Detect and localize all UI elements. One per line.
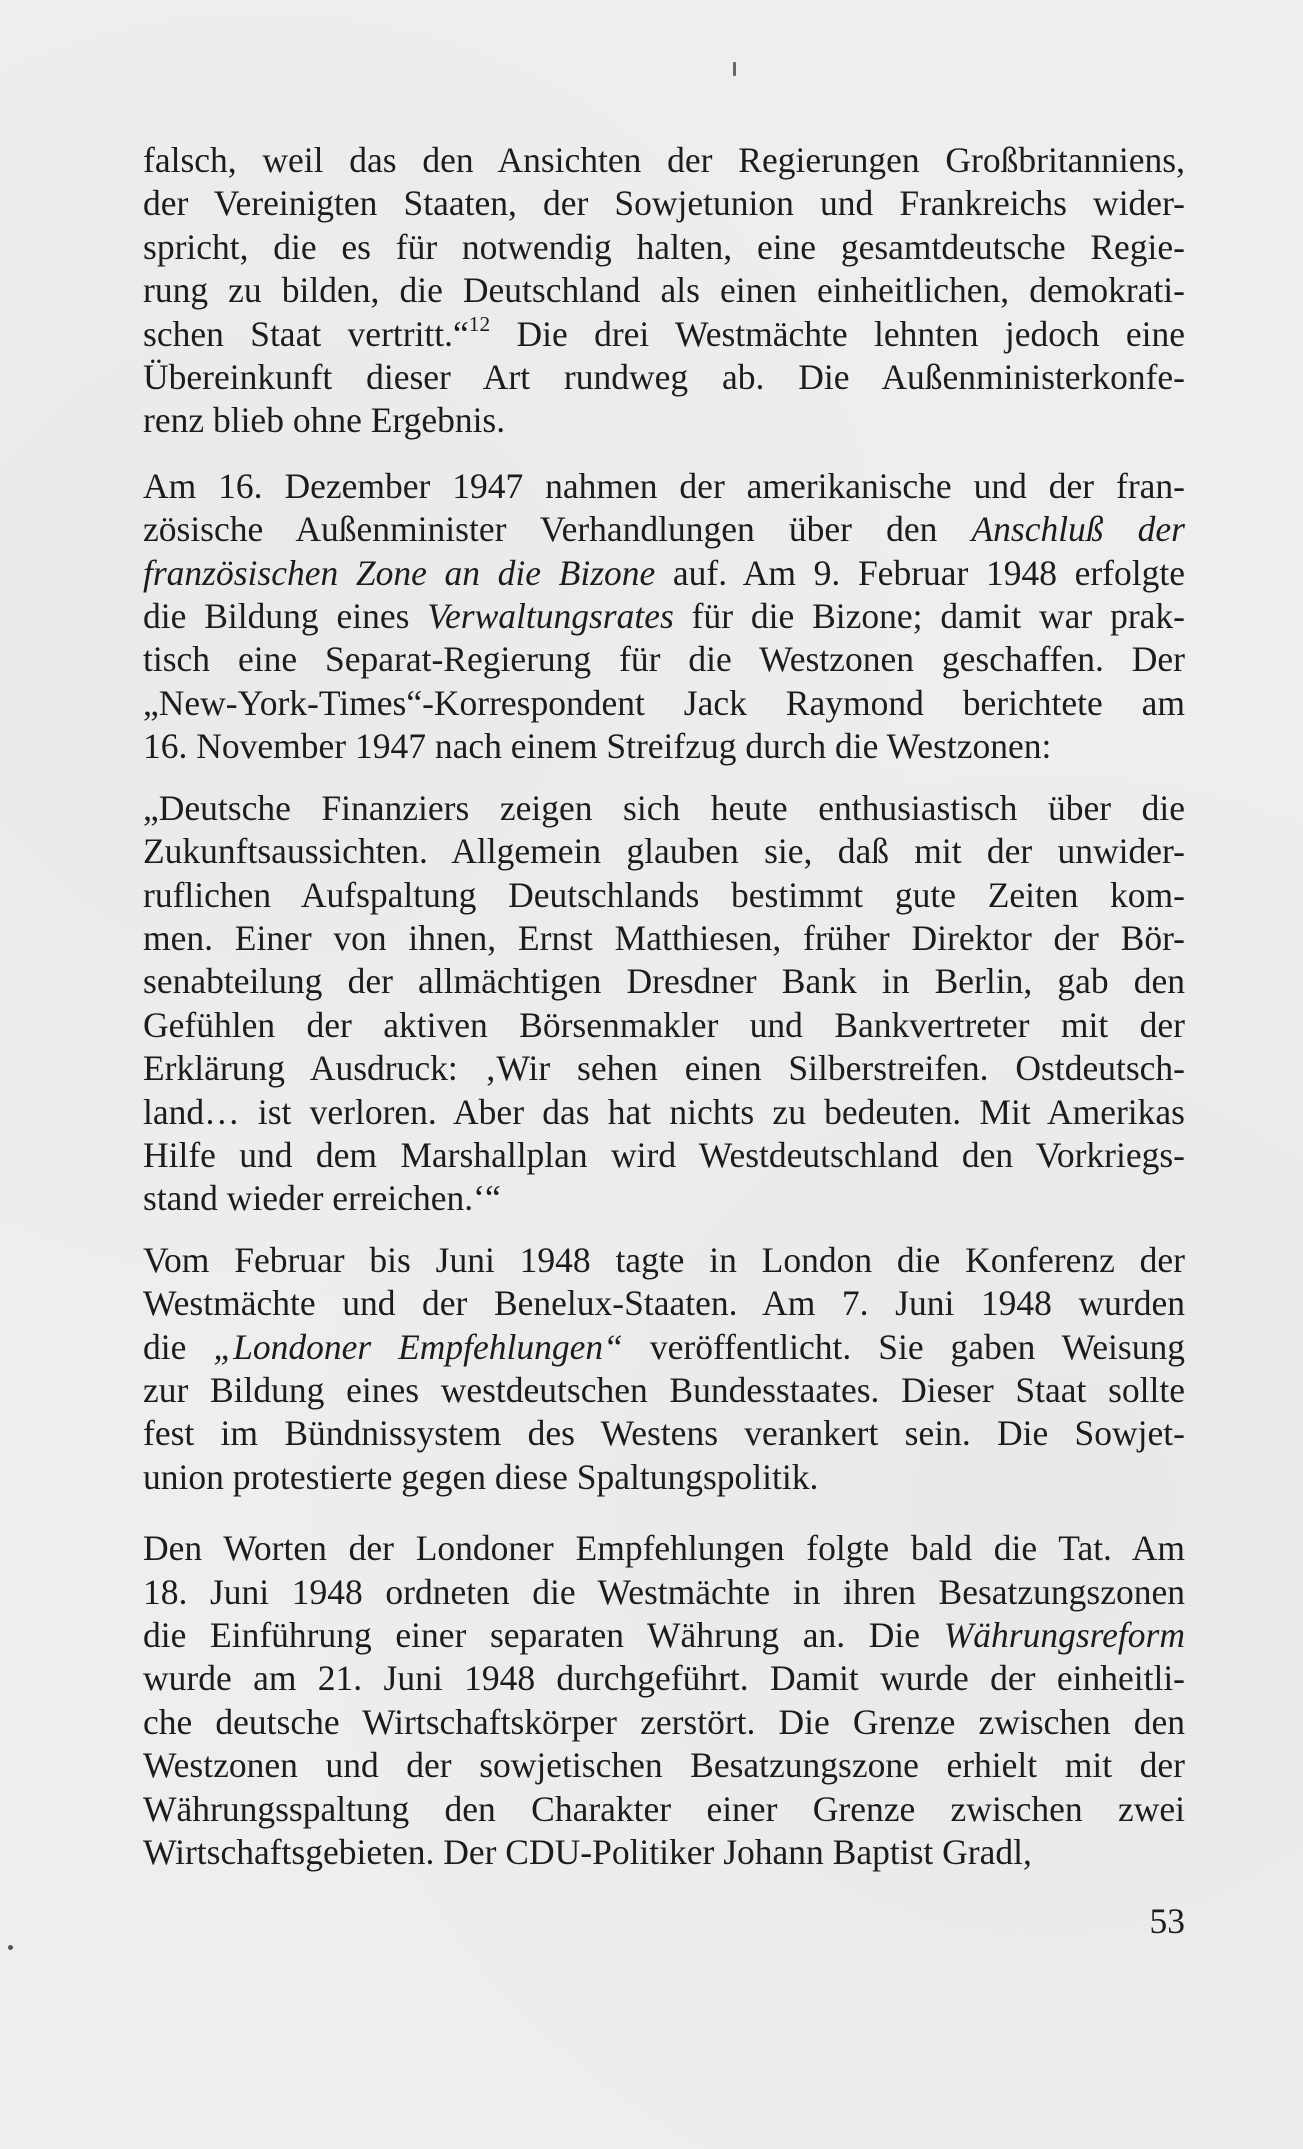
text-line [143,1456,1185,1499]
text-run: falsch, weil das den Ansichten der Regierungen Großbritanniens, [143,140,1185,180]
text-run: Vom Februar bis Juni 1948 tagte in London die Konferenz der [143,1239,1185,1280]
text-run: Übereinkunft dieser Art rundweg ab. Die Außenministerkonfe- [143,357,1185,398]
text-line [143,226,1185,269]
text-line [143,508,1185,551]
text-run: spricht, die es für notwendig halten, eine gesamtdeutsche Regie- [143,226,1185,267]
text-run: stand wieder erreichen.‘“ [143,1178,501,1219]
text-run: ruflichen Aufspaltung Deutschlands bestimmt gute Zeiten kom- [143,874,1185,915]
text-line [143,356,1185,399]
text-run: men. Einer von ihnen, Ernst Matthiesen, früher Direktor der Bör- [143,917,1185,958]
text-run: Am 16. Dezember 1947 nahmen der amerikanische und der fran- [143,465,1185,506]
text-run: auf. Am 9. Februar 1948 erfolgte [655,552,1185,593]
text-run: die [143,1326,214,1367]
italic-text: Verwaltungsrates [427,596,674,637]
text-run: der Vereinigten Staaten, der Sowjetunion und Frankreichs wider- [143,183,1185,224]
text-run: senabteilung der allmächtigen Dresdner Bank in Berlin, gab den [143,961,1185,1002]
paragraph [143,787,1185,1221]
italic-text: Anschluß der [971,509,1185,550]
text-line [143,1831,1185,1874]
text-run: rung zu bilden, die Deutschland als einen einheitlichen, demokrati- [143,270,1185,311]
italic-text: französischen Zone an die Bizone [143,552,656,593]
text-line [143,1004,1185,1047]
text-run: für die Bizone; damit war prak- [673,596,1185,637]
text-line [143,638,1185,681]
text-line [143,1788,1185,1831]
text-run: veröffentlicht. Sie gaben Weisung [622,1326,1185,1367]
text-line [143,1177,1185,1220]
text-line [143,465,1185,508]
text-run: land… ist verloren. Aber das hat nichts zu bedeuten. Mit Amerikas [143,1091,1185,1132]
text-run: Gefühlen der aktiven Börsenmakler und Bankvertreter mit der [143,1004,1185,1045]
text-line [143,1369,1185,1412]
italic-text: „Londoner Empfehlungen“ [213,1326,623,1367]
text-line [143,1571,1185,1614]
text-line [143,1614,1185,1657]
text-run: „New-York-Times“-Korrespondent Jack Raymond berichtete am [143,682,1185,723]
text-line [143,1134,1185,1177]
text-run: union protestierte gegen diese Spaltungspolitik. [143,1456,819,1497]
text-line [143,139,1185,182]
text-line [143,1744,1185,1787]
text-run: 18. Juni 1948 ordneten die Westmächte in ihren Besatzungszonen [143,1571,1185,1612]
text-run: Westmächte und der Benelux-Staaten. Am 7. Juni 1948 wurden [143,1283,1185,1324]
text-line [143,1047,1185,1090]
text-run: die Einführung einer separaten Währung an. Die [143,1615,944,1655]
paragraph [143,1239,1185,1499]
text-line [143,595,1185,638]
text-run: „Deutsche Finanziers zeigen sich heute enthusiastisch über die [143,787,1185,828]
text-run: zur Bildung eines westdeutschen Bundesstaates. Dieser Staat sollte [143,1369,1185,1410]
text-line [143,725,1185,768]
text-line [143,1527,1185,1570]
italic-text: Währungsreform [943,1615,1185,1655]
text-line [143,1282,1185,1325]
text-line [143,1326,1185,1369]
text-line [143,182,1185,225]
text-line [143,1239,1185,1282]
text-run: tisch eine Separat-Regierung für die Westzonen geschaffen. Der [143,639,1185,680]
text-run: Erklärung Ausdruck: ‚Wir sehen einen Silberstreifen. Ostdeutsch- [143,1048,1185,1089]
scan-speck [8,1945,13,1950]
footnote-marker: 12 [468,311,491,336]
text-run: wurde am 21. Juni 1948 durchgeführt. Damit wurde der einheitli- [143,1658,1185,1699]
text-line [143,830,1185,873]
text-line [143,960,1185,1003]
paragraph [143,465,1185,769]
text-line [143,682,1185,725]
text-run: Den Worten der Londoner Empfehlungen folgte bald die Tat. Am [143,1528,1185,1569]
text-line [143,787,1185,830]
text-line [143,313,1185,356]
text-line [143,1412,1185,1455]
text-line [143,917,1185,960]
text-line [143,552,1185,595]
text-line [143,399,1185,442]
text-run: renz blieb ohne Ergebnis. [143,400,506,441]
text-run: die Bildung eines [143,596,428,637]
text-run: Westzonen und der sowjetischen Besatzungszone erhielt mit der [143,1745,1185,1786]
paragraph [143,139,1185,443]
text-run: Zukunftsaussichten. Allgemein glauben sie, daß mit der unwider- [143,831,1185,872]
text-line [143,1657,1185,1700]
text-run: Wirtschaftsgebieten. Der CDU-Politiker Johann Baptist Gradl, [143,1832,1032,1873]
text-run: che deutsche Wirtschaftskörper zerstört. Die Grenze zwischen den [143,1701,1185,1742]
text-run: schen Staat vertritt.“ [143,313,469,354]
scan-speck [733,62,736,76]
text-line [143,874,1185,917]
page-number: 53 [1149,1901,1185,1941]
text-line [143,1701,1185,1744]
text-line [143,1091,1185,1134]
text-run: Die drei Westmächte lehnten jedoch eine [490,313,1185,354]
text-run: zösische Außenminister Verhandlungen über den [143,509,972,550]
text-run: Währungsspaltung den Charakter einer Grenze zwischen zwei [143,1788,1185,1829]
text-line [143,269,1185,312]
body-text [143,139,1185,1874]
paragraph [143,1527,1185,1874]
text-run: Hilfe und dem Marshallplan wird Westdeutschland den Vorkriegs- [143,1134,1185,1175]
text-run: fest im Bündnissystem des Westens verankert sein. Die Sowjet- [143,1413,1185,1454]
text-run: 16. November 1947 nach einem Streifzug durch die Westzonen: [143,726,1052,767]
